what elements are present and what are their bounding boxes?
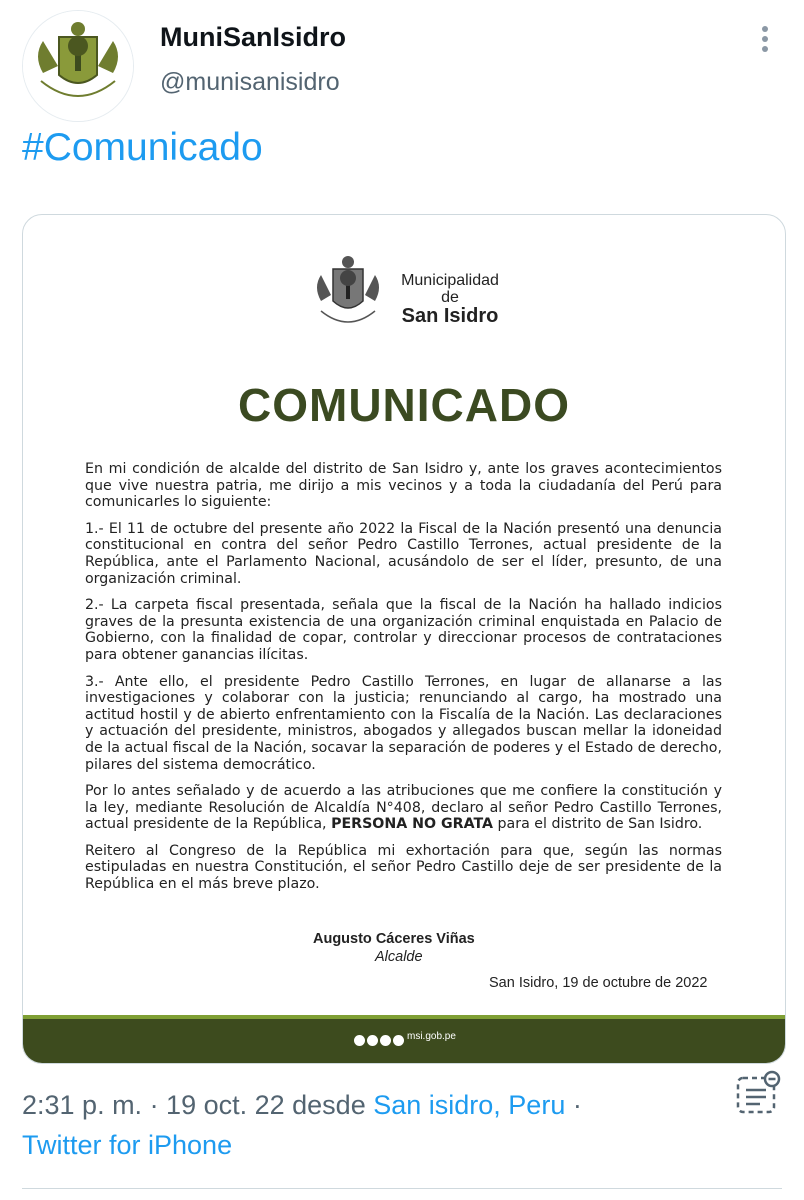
social-icons (354, 1033, 406, 1051)
meta-separator: · (565, 1090, 582, 1120)
location-link[interactable]: San isidro, Peru (373, 1090, 566, 1120)
tweet-timestamp[interactable]: 2:31 p. m. · 19 oct. 22 desde (22, 1090, 366, 1120)
signature-name: Augusto Cáceres Viñas (313, 931, 475, 947)
twitter-icon (367, 1035, 378, 1046)
document-paragraph (85, 783, 722, 833)
persona-no-grata: PERSONA NO GRATA (331, 816, 494, 833)
tweet-meta (22, 1090, 582, 1121)
signature-role: Alcalde (375, 949, 423, 965)
user-handle[interactable]: @munisanisidro (160, 68, 340, 96)
municipal-seal-icon (313, 253, 383, 339)
municipality-name-line2: de (441, 289, 459, 306)
more-vertical-icon[interactable] (750, 22, 780, 56)
facebook-icon (354, 1035, 365, 1046)
profile-avatar[interactable] (22, 10, 134, 122)
media-image[interactable] (22, 214, 786, 1064)
youtube-icon (393, 1035, 404, 1046)
paragraph-text: Por lo antes señalado y de acuerdo a las atribuciones que me confiere la constitución y la ley, mediante Resolución de Alcaldía N°408, declaro al señor Pedro Castillo Terrones, actual presidente de la República, (85, 783, 722, 833)
divider (22, 1188, 782, 1189)
document-paragraph: 2.- La carpeta fiscal presentada, señala que la fiscal de la Nación ha hallado indicios graves de la presunta existencia de una organización criminal enquistada en Palacio de Gobierno, con la finalidad de copar, controlar y direccionar procesos de contrataciones para obtener ganancias ilícitas. (85, 597, 722, 663)
analytics-icon[interactable] (734, 1070, 782, 1116)
document-body (85, 461, 722, 903)
display-name[interactable]: MuniSanIsidro (160, 22, 347, 52)
tweet-source[interactable]: Twitter for iPhone (22, 1130, 233, 1160)
document-paragraph: 1.- El 11 de octubre del presente año 2022 la Fiscal de la Nación presentó una denuncia constitucional en contra del señor Pedro Castillo Terrones, actual presidente de la República, ante el Parlamento Nacional, acusándolo de ser el líder, presunto, de una organización criminal. (85, 520, 722, 587)
instagram-icon (380, 1035, 391, 1046)
paragraph-text: para el distrito de San Isidro. (493, 816, 703, 833)
municipal-seal-icon (23, 11, 133, 121)
footer-website: msi.gob.pe (407, 1031, 456, 1042)
document-paragraph: Reitero al Congreso de la República mi exhortación para que, según las normas estipuladas en nuestra Constitución, el señor Pedro Castillo deje de ser presidente de la República en el más breve plazo. (85, 842, 722, 893)
document-title: COMUNICADO (238, 379, 570, 431)
hashtag-link[interactable]: #Comunicado (22, 126, 263, 169)
document-paragraph: 3.- Ante ello, el presidente Pedro Castillo Terrones, en lugar de allanarse a las investigaciones y colaborar con la justicia; renunciando al cargo, ha mostrado una actitud hostil y de abierto enfrentamiento con la Fiscalía de la Nación. Las declaraciones y actuación del presidente, ministros, abogados y allegados buscan mellar la idoneidad de la actual fiscal de la Nación, socavar la separación de poderes y el Estado de derecho, pilares del sistema democrático. (85, 673, 722, 773)
municipality-name-line1: Municipalidad (401, 272, 499, 289)
document-paragraph: En mi condición de alcalde del distrito de San Isidro y, ante los graves acontecimientos que vive nuestra patria, me dirijo a mis vecinos y a toda la ciudadanía del Perú para comunicarles lo siguiente: (85, 461, 722, 511)
municipality-name-line3: San Isidro (401, 305, 499, 327)
document-date: San Isidro, 19 de octubre de 2022 (489, 975, 708, 991)
